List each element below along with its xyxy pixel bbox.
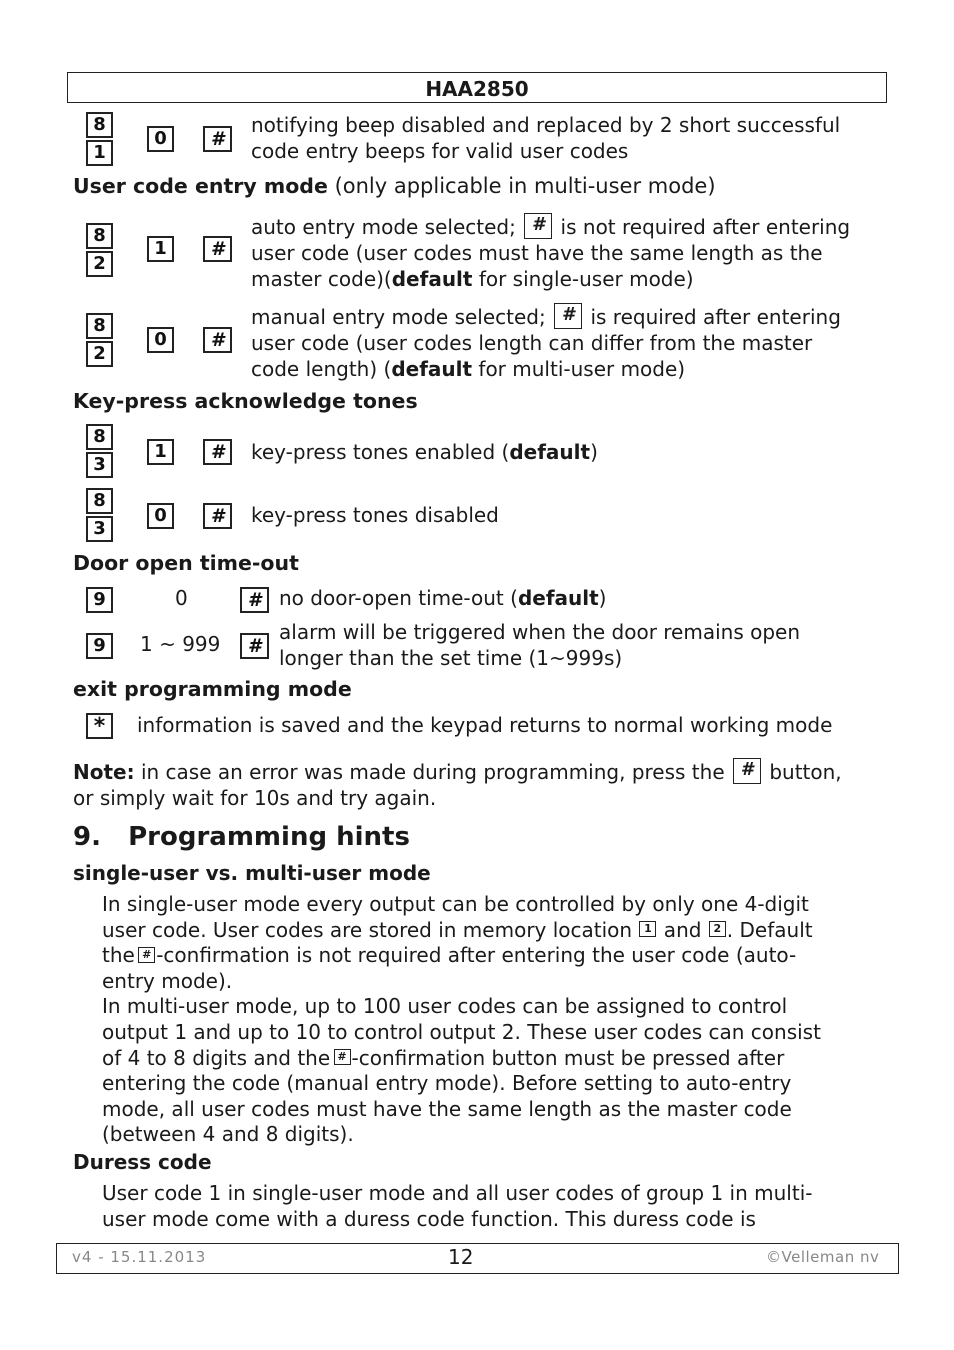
text-span: for multi-user mode) [472, 357, 686, 381]
single-user-paragraph [102, 892, 821, 1148]
key-star-icon: * [86, 713, 113, 739]
text-line [251, 214, 850, 240]
exit-programming-heading: exit programming mode [73, 677, 352, 701]
key-1-icon: 1 [639, 921, 656, 937]
text-line: longer than the set time (1~999s) [279, 646, 623, 670]
keypress-disabled-description: key-press tones disabled [251, 503, 499, 527]
text-span: for single-user mode) [472, 267, 694, 291]
hash-key-icon: # [138, 947, 155, 963]
door-timeout-value: 0 [175, 586, 188, 610]
text-line [251, 304, 841, 330]
text-line: (between 4 and 8 digits). [102, 1122, 354, 1147]
key-hash-icon: # [240, 587, 269, 613]
duress-code-heading: Duress code [73, 1150, 212, 1174]
default-label: default [391, 357, 473, 381]
key-0-icon: 0 [147, 327, 174, 353]
footer-page-number: 12 [448, 1245, 474, 1269]
exit-description: information is saved and the keypad returns to normal working mode [137, 713, 833, 737]
key-8-icon: 8 [86, 112, 113, 138]
text-span: is required after entering [584, 305, 841, 329]
text-span: in case an error was made during programming, press the [134, 760, 731, 784]
text-span: auto entry mode selected; [251, 215, 523, 239]
text-line: notifying beep disabled and replaced by 2 short successful [251, 113, 841, 137]
text-line: In single-user mode every output can be controlled by only one 4-digit [102, 892, 809, 916]
key-hash-icon: # [203, 126, 232, 152]
text-line: alarm will be triggered when the door remains open [279, 620, 801, 644]
text-line [73, 760, 842, 786]
key-8-icon: 8 [86, 488, 113, 514]
text-span: -confirmation is not required after entering the user code (auto- [156, 943, 797, 968]
key-8-icon: 8 [86, 223, 113, 249]
text-span: the [102, 943, 142, 968]
keypress-tones-heading: Key-press acknowledge tones [73, 389, 418, 413]
key-hash-icon: # [203, 439, 232, 465]
text-span: . Default [726, 917, 813, 942]
text-line [102, 918, 821, 944]
text-span: manual entry mode selected; [251, 305, 553, 329]
text-span: no door-open time-out ( [279, 586, 518, 610]
default-label: default [391, 267, 473, 291]
text-span: ) [590, 440, 598, 464]
text-span: code length) ( [251, 357, 392, 381]
beep-disabled-description [251, 112, 840, 164]
text-span: button, [762, 760, 842, 784]
default-label: default [517, 586, 599, 610]
text-span: key-press tones enabled ( [251, 440, 510, 464]
key-hash-icon: # [203, 503, 232, 529]
auto-entry-description [251, 214, 850, 292]
manual-entry-description [251, 304, 841, 382]
key-0-icon: 0 [147, 126, 174, 152]
door-timeout-heading: Door open time-out [73, 551, 299, 575]
key-9-icon: 9 [86, 633, 113, 659]
text-line: entry mode). [102, 968, 233, 993]
note-paragraph [73, 760, 842, 811]
key-1-icon: 1 [147, 439, 174, 465]
door-timeout-range: 1 ~ 999 [140, 632, 221, 656]
text-line [102, 1046, 821, 1072]
text-line: user code (user codes length can differ from the master [251, 331, 813, 355]
key-hash-icon: # [203, 236, 232, 262]
text-span: is not required after entering [554, 215, 851, 239]
key-hash-icon: # [203, 327, 232, 353]
heading-text: User code entry mode [73, 174, 328, 198]
text-line [102, 943, 821, 969]
hash-key-icon: # [334, 1049, 351, 1065]
text-span: ) [598, 586, 607, 610]
text-span: user code. User codes are stored in memory location [102, 917, 639, 942]
default-label: default [509, 440, 591, 464]
keypress-enabled-description [251, 439, 598, 465]
single-multi-user-heading: single-user vs. multi-user mode [73, 861, 431, 885]
user-code-entry-heading [73, 174, 716, 198]
duress-paragraph [102, 1181, 812, 1232]
door-timeout-default-description [279, 585, 606, 611]
key-0-icon: 0 [147, 503, 174, 529]
document-header-model: HAA2850 [67, 72, 887, 103]
text-line: entering the code (manual entry mode). Before setting to auto-entry [102, 1071, 792, 1096]
hash-key-icon: # [554, 303, 582, 329]
text-line: mode, all user codes must have the same length as the master code [102, 1096, 792, 1121]
hash-key-icon: # [524, 213, 552, 239]
text-span: and [657, 917, 708, 942]
section-title: 9. Programming hints [73, 822, 410, 852]
key-hash-icon: # [240, 633, 269, 659]
text-line: User code 1 in single-user mode and all user codes of group 1 in multi- [102, 1181, 813, 1205]
text-line: code entry beeps for valid user codes [251, 139, 629, 163]
text-line: user code (user codes must have the same length as the [251, 241, 823, 265]
key-2-icon: 2 [709, 921, 726, 937]
key-8-icon: 8 [86, 313, 113, 339]
footer-copyright: ©Velleman nv [766, 1248, 880, 1266]
key-2-icon: 2 [86, 251, 113, 277]
heading-note: (only applicable in multi-user mode) [327, 174, 716, 198]
text-span: master code)( [251, 267, 392, 291]
key-3-icon: 3 [86, 452, 113, 478]
text-line: In multi-user mode, up to 100 user codes can be assigned to control [102, 994, 788, 1019]
key-8-icon: 8 [86, 424, 113, 450]
key-3-icon: 3 [86, 516, 113, 542]
key-9-icon: 9 [86, 587, 113, 613]
text-line: output 1 and up to 10 to control output 2. These user codes can consist [102, 1019, 821, 1044]
door-alarm-description [279, 619, 800, 671]
text-span: -confirmation button must be pressed after [351, 1045, 785, 1070]
text-line: user mode come with a duress code function. This duress code is [102, 1206, 756, 1231]
text-line [251, 356, 841, 382]
key-2-icon: 2 [86, 341, 113, 367]
footer-version: v4 - 15.11.2013 [72, 1248, 207, 1266]
hash-key-icon: # [733, 758, 761, 784]
key-1-icon: 1 [147, 236, 174, 262]
key-1-icon: 1 [86, 140, 113, 166]
text-line [251, 266, 850, 292]
note-label: Note: [73, 760, 135, 784]
text-line: or simply wait for 10s and try again. [73, 785, 437, 810]
text-span: of 4 to 8 digits and the [102, 1045, 337, 1070]
